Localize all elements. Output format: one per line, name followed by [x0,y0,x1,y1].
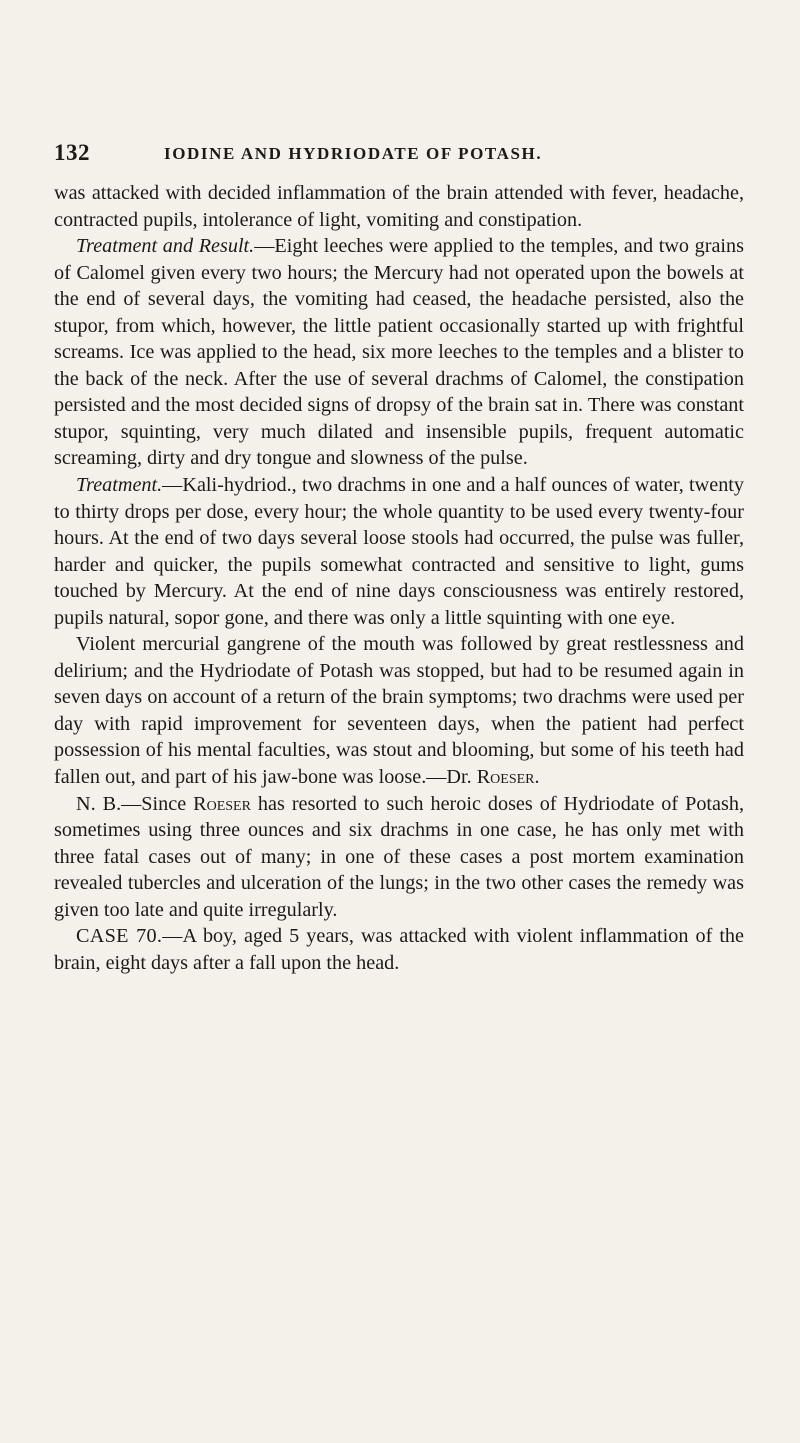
author-name: Roeser. [476,766,540,789]
paragraph-case-70 [54,923,744,976]
paragraph-continuation [54,180,744,233]
section-label: Treatment. [76,474,163,497]
section-label: Treatment and Result. [76,235,255,258]
page-number: 132 [54,140,90,165]
paragraph-lead: N. B.—Since [76,792,194,815]
paragraph-text: —Eight leeches were applied to the temples, and two grains of Calomel given every two hours; the Mercury had not operated upon the bowels at the end of several days, the vomiting had ceased, the headache persisted, also the stupor, from which, however, the little patient occasionally started up with frightful screams. Ice was applied to the head, six more leeches to the temples and a blister to the back of the neck. After the use of several drachms of Calomel, the constipation persisted and the most decided signs of dropsy of the brain sat in. There was constant stupor, squinting, very much dilated and insensible pupils, frequent automatic screaming, dirty and dry tongue and slowness of the pulse. [54,235,744,470]
paragraph-treatment-and-result [54,233,744,472]
author-name: Roeser [193,792,251,815]
paragraph-text: —A boy, aged 5 years, was attacked with violent inflammation of the brain, eight days after a fall upon the head. [54,925,744,974]
case-label: CASE 70. [76,925,163,948]
paragraph-nota-bene [54,791,744,924]
running-head: IODINE AND HYDRIODATE OF POTASH. [164,144,543,163]
paragraph-text: —Kali-hydriod., two drachms in one and a half ounces of water, twenty to thirty drops per dose, every hour; the whole quantity to be used every twenty-four hours. At the end of two days several loose stools had occurred, the pulse was fuller, harder and quicker, the pupils somewhat contracted and sensitive to light, gums touched by Mercury. At the end of nine days consciousness was entirely restored, pupils natural, sopor gone, and there was only a little squinting with one eye. [54,474,744,629]
paragraph-gangrene [54,631,744,790]
paragraph-treatment [54,472,744,631]
paragraph-text: has resorted to such heroic doses of Hydriodate of Potash, sometimes using three ounces and six drachms in one case, he has only met with three fatal cases out of many; in one of these cases a post mortem examination revealed tubercles and ulceration of the lungs; in the two other cases the remedy was given too late and quite irregularly. [54,792,744,921]
body-text [54,180,744,976]
page-header [54,140,744,168]
paragraph-text: was attacked with decided inflammation of the brain attended with fever, headache, contracted pupils, intolerance of light, vomiting and constipation. [54,182,744,231]
paragraph-text: Violent mercurial gangrene of the mouth was followed by great restlessness and delirium; and the Hydriodate of Potash was stopped, but had to be resumed again in seven days on account of a return of the brain symptoms; two drachms were used per day with rapid improvement for seventeen days, when the patient had perfect possession of his mental faculties, was stout and blooming, but some of his teeth had fallen out, and part of his jaw-bone was loose.—Dr. [54,633,744,789]
